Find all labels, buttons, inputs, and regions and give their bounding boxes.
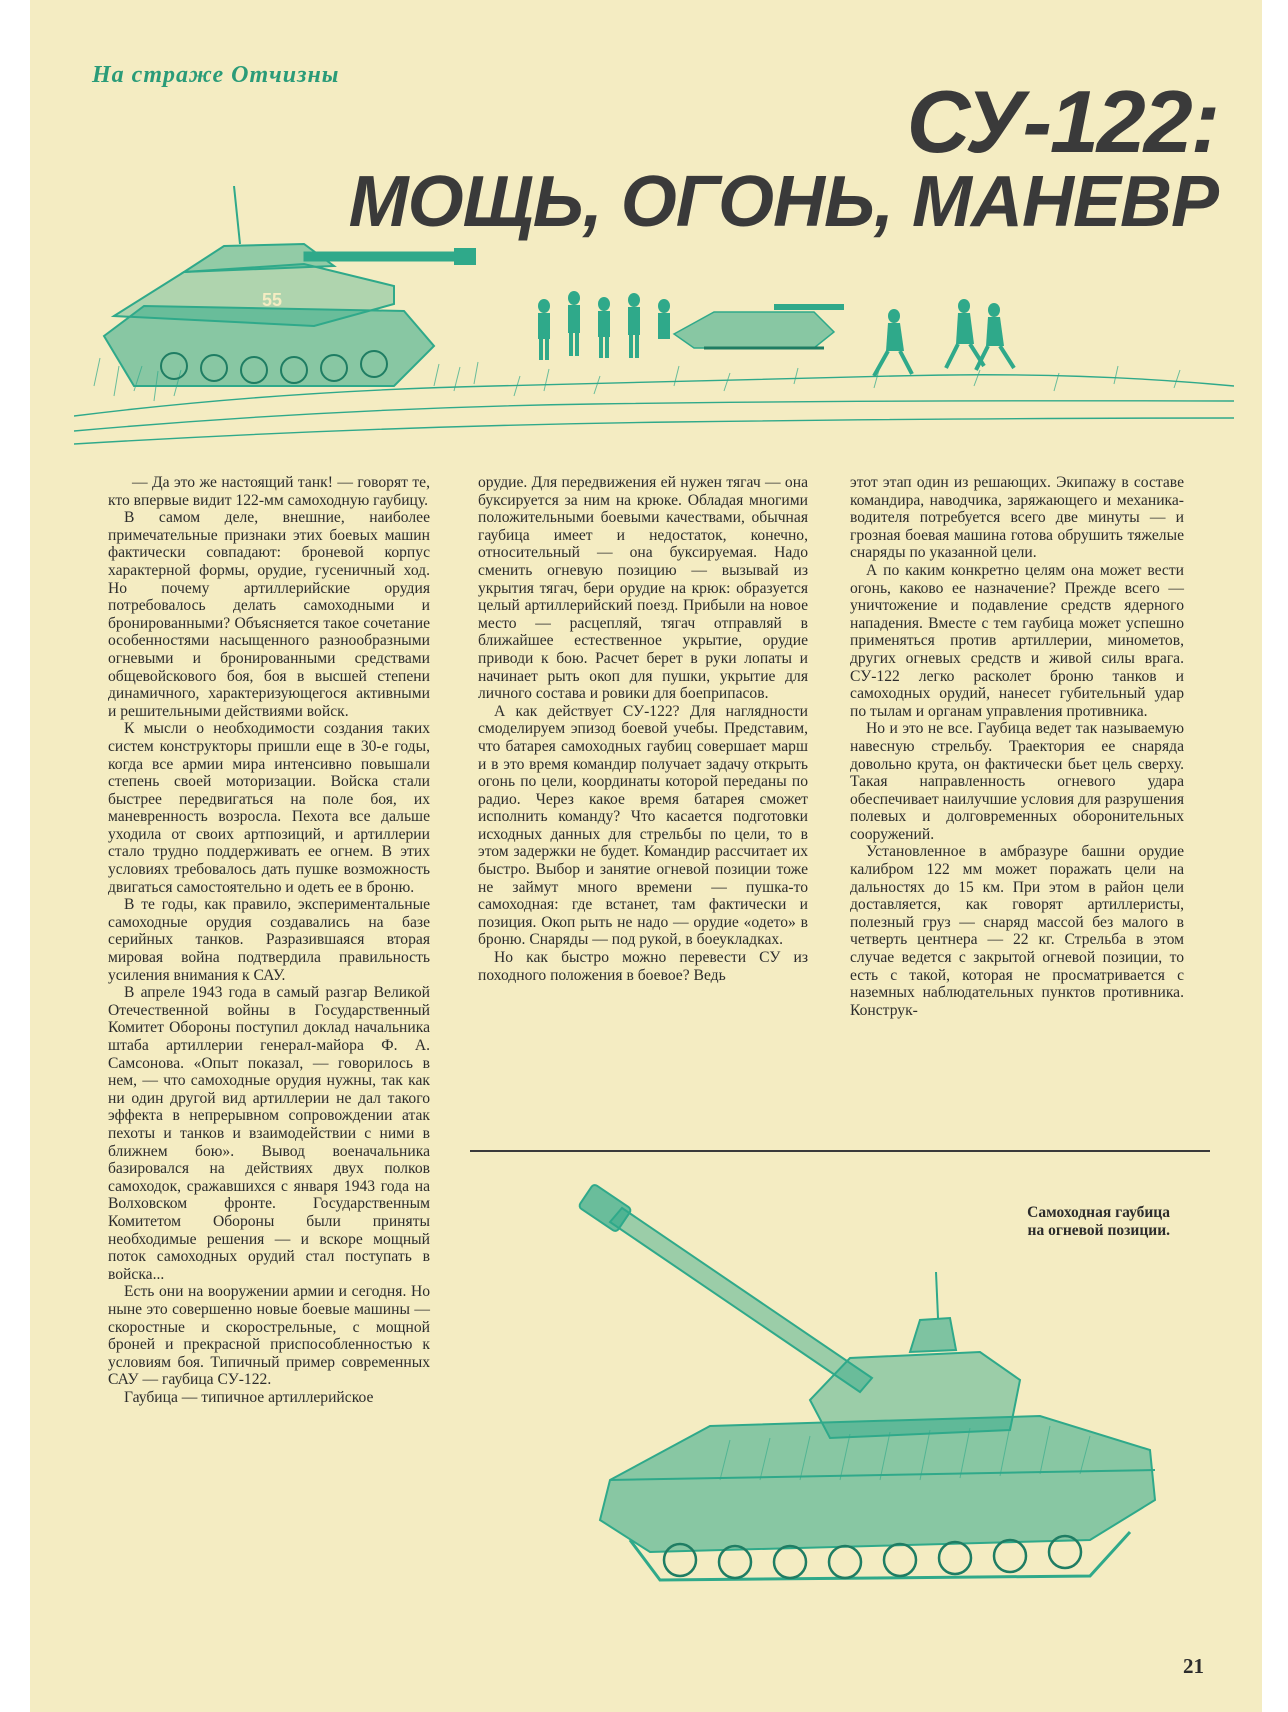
paragraph: К мысли о необходимости создания таких систем конструкторы пришли еще в 30-е годы, когда все армии мира интенсивно повышали степень своей моторизации. Войска стали быстрее передвигаться на поле боя, их маневренность возросла. Пехота все дальше уходила от своих артпозиций, и артиллерии стало трудно поддерживать ее огнем. В этих условиях требовалось дать пушке возможность двигаться самостоятельно и одеть ее в броню. [108, 720, 430, 896]
section-rubric: На страже Отчизны [92, 62, 340, 88]
paragraph: Но как быстро можно перевести СУ из походного положения в боевое? Ведь [478, 949, 808, 984]
soldiers-group [538, 291, 670, 360]
paragraph: Есть они на вооружении армии и сегодня. Но ныне это совершенно новые боевые машины — скоростные и скорострельные, с мощной броней и прекрасной приспособленностью к условиям боя. Типичный пример современных САУ — гаубица СУ-122. [108, 1283, 430, 1389]
paragraph: — Да это же настоящий танк! — говорят те, кто впервые видит 122-мм самоходную гаубицу. [108, 474, 430, 509]
text-column-1 [108, 474, 430, 1406]
top-illustration [74, 186, 1234, 454]
paragraph: А по каким конкретно целям она может вести огонь, каково ее назначение? Прежде всего — уничтожение и подавление средств ядерного нападения. Вместе с тем гаубица может успешно применяться против артиллерии, минометов, других огневых средств и живой силы врага. СУ-122 легко расколет броню танков и самоходных орудий, нанесет губительный удар по тылам и органам управления противника. [850, 561, 1184, 720]
paragraph: В самом деле, внешние, наиболее примечательные признаки этих боевых машин фактически совпадают: броневой корпус характерной формы, орудие, гусеничный ход. Но почему артиллерийские орудия потребовалось делать самоходными и бронированными? Объясняется такое сочетание особенностями насыщенного разнообразными огневыми и бронированными средствами общевойскового боя, боя в высшей степени динамичного, характеризующегося активными и решительными действиями войск. [108, 509, 430, 720]
caption-line: Самоходная гаубица [1027, 1204, 1170, 1221]
magazine-page [30, 0, 1262, 1712]
page-number: 21 [1183, 1654, 1204, 1678]
paragraph: А как действует СУ-122? Для наглядности смоделируем эпизод боевой учебы. Представим, что батарея самоходных гаубиц совершает марш и в это время командир получает задачу открыть огонь по цели, координаты которой переданы по радио. Через какое время батарея сможет исполнить команду? Что касается подготовки исходных данных для стрельбы по цели, то в этом задержки не будет. Командир рассчитает их быстро. Выбор и занятие огневой позиции тоже не займут много времени — пушка-то самоходная: где встанет, там фактически и позиция. Окоп рыть не надо — орудие «одето» в броню. Снаряды — под рукой, в боеукладках. [478, 702, 808, 949]
paragraph: В те годы, как правило, экспериментальные самоходные орудия создавались на базе серийных танков. Разразившаяся вторая мировая война подтвердила правильность усиления внимания к САУ. [108, 896, 430, 984]
distant-vehicle [674, 304, 844, 348]
section-divider [470, 1150, 1210, 1152]
article-title-line2: МОЩЬ, ОГОНЬ, МАНЕВР [348, 162, 1218, 242]
caption-line: на огневой позиции. [1027, 1222, 1170, 1239]
paragraph: Гаубица — типичное артиллерийское [124, 1388, 374, 1406]
paragraph: орудие. Для передвижения ей нужен тягач — она буксируется за ним на крюке. Обладая многими положительными боевыми качествами, обычная гаубица имеет и недостаток, конечно, относительный — она буксируемая. Надо сменить огневую позицию — вызывай из укрытия тягач, бери орудие на крюк: образуется целый артиллерийский поезд. Прибыли на новое место — расцепляй, тягач отправляй в ближайшее естественное укрытие, орудие приводи к бою. Расчет берет в руки лопаты и начинает рыть окоп для пушки, укрытие для личного состава и ровики для боеприпасов. [478, 474, 808, 703]
running-soldiers [874, 299, 1014, 376]
text-column-2 [478, 474, 808, 984]
paragraph: Установленное в амбразуре башни орудие калибром 122 мм может поражать цели на дальностях до 15 км. При этом в район цели доставляется, как говорят артиллеристы, полезный груз — снаряд массой без малого в четверть центнера — 22 кг. Стрельба в этом случае ведется с закрытой огневой позиции, то есть с такой, которая не просматривается с наземных наблюдательных пунктов противника. Конструк- [850, 843, 1184, 1019]
paragraph: В апреле 1943 года в самый разгар Великой Отечественной войны в Государственный Комитет Обороны поступил доклад начальника штаба артиллерии генерал-майора Ф. А. Самсонова. «Опыт показал, — говорилось в нем, — что самоходные орудия нужны, так как ни один другой вид артиллерии не дал такого эффекта в непрерывном сопровождении атак пехоты и танков и взаимодействии с ними в ближнем бою». Вывод военачальника базировался на действиях двух полков самоходок, сражавшихся с января 1943 года на Волховском фронте. Государственным Комитетом Обороны были приняты необходимые решения — и вскоре мощный поток самоходных орудий стал поступать в войска... [108, 984, 430, 1283]
paragraph: Но и это не все. Гаубица ведет так называемую навесную стрельбу. Траектория ее снаряда довольно крута, он фактически бьет цель сверху. Такая направленность огневого удара обеспечивает наилучшие условия для разрушения полевых и долговременных оборонительных сооружений. [850, 720, 1184, 843]
figure-caption [910, 1204, 1170, 1240]
howitzer-illustration [570, 1180, 1190, 1600]
text-column-3 [850, 474, 1184, 1019]
tank-left [104, 186, 476, 386]
tank-number: 55 [262, 290, 283, 310]
paragraph: этот этап один из решающих. Экипажу в составе командира, наводчика, заряжающего и механика-водителя потребуется всего две минуты — и грозная боевая машина готова обрушить тяжелые снаряды по указанной цели. [850, 474, 1184, 562]
article-title-line1: СУ-122: [906, 72, 1218, 171]
